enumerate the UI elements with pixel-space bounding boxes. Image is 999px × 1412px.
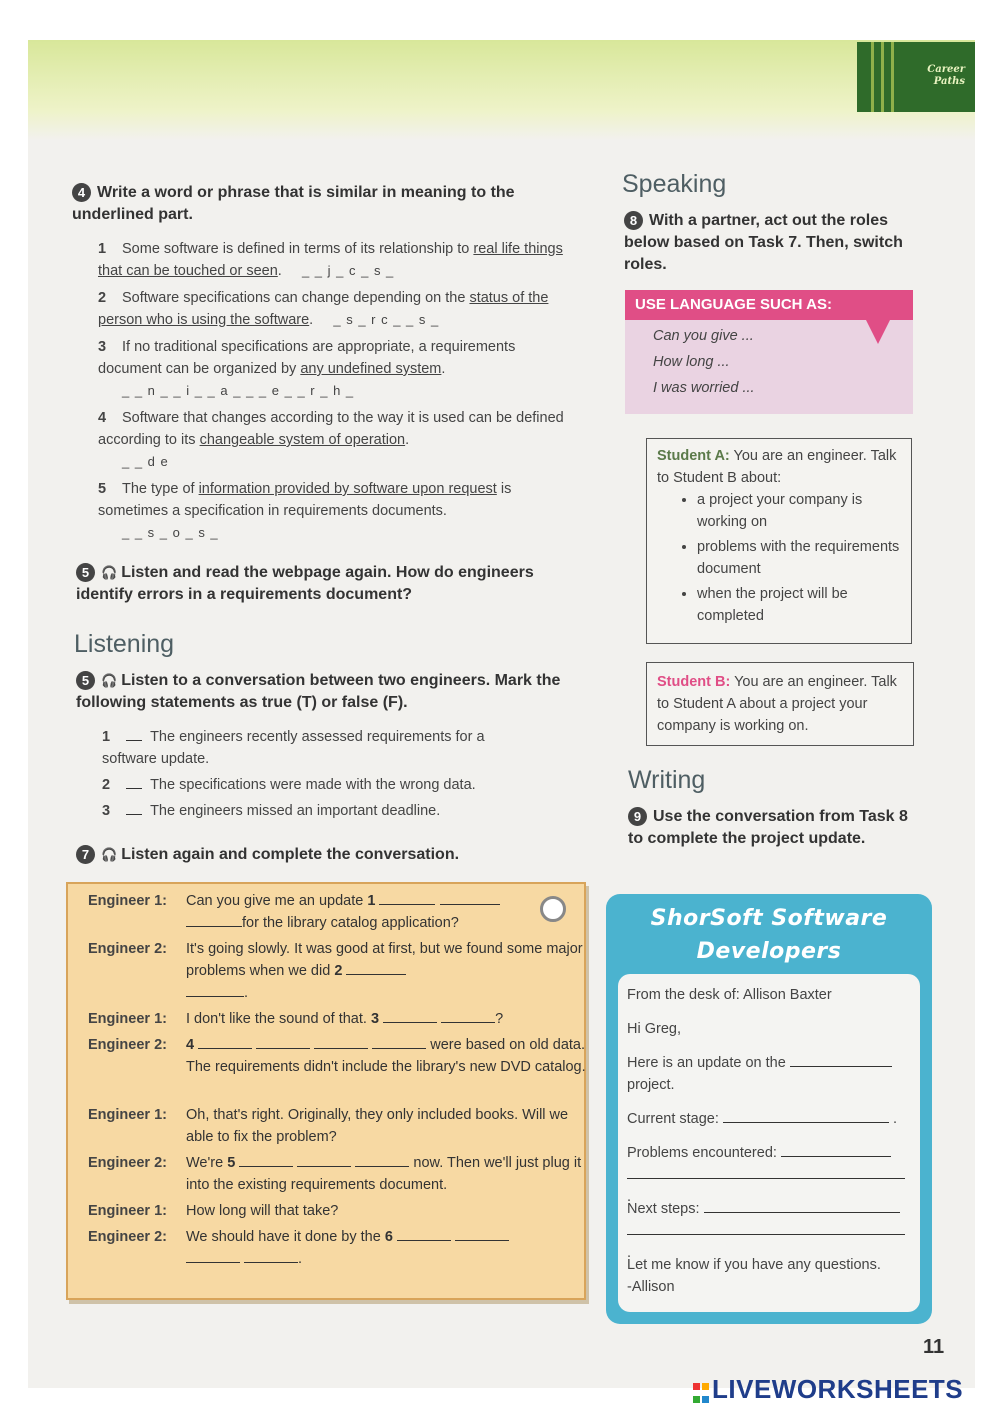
use-language-header: USE LANGUAGE SUCH AS:	[625, 290, 913, 320]
task7-instruction: 7 🎧 Listen again and complete the conversation.	[76, 844, 576, 866]
student-a-box: Student A: You are an engineer. Talk to Student B about: • a project your company is working on • problems with the requirements document • when the project will be completed	[646, 438, 912, 644]
tab-label-1: Career	[927, 64, 965, 75]
header-band	[28, 40, 975, 140]
list-item: 1 The engineers recently assessed requirements for a software update.	[102, 726, 542, 770]
memo-update: Here is an update on the project.	[627, 1052, 913, 1096]
list-item: 2 The specifications were made with the wrong data.	[102, 774, 542, 796]
task4-number: 4	[72, 183, 91, 202]
task8-instruction: 8 With a partner, act out the roles below based on Task 7. Then, switch roles.	[624, 212, 903, 273]
writing-heading: Writing	[628, 766, 706, 794]
speech-pointer	[866, 320, 890, 344]
list-item: 1 Some software is defined in terms of its relationship to real life things that can be touched or seen. _ _ j _ c _ s _	[98, 241, 563, 279]
phrase: Can you give ...	[653, 328, 754, 344]
career-paths-tab	[857, 42, 975, 112]
headphones-icon: 🎧	[101, 565, 118, 580]
hint-letters: _ _ j _ c _ s _	[301, 263, 395, 278]
task6-instruction: 5 🎧 Listen to a conversation between two engineers. Mark the following statements as true (T) or false (F).	[76, 672, 561, 711]
task4-instruction: 4 Write a word or phrase that is similar in meaning to the underlined part.	[72, 184, 515, 223]
list-item: 4 Software that changes according to the way it is used can be defined according to its changeable system of operation. _ _ d e	[98, 410, 564, 469]
headphones-icon: 🎧	[101, 673, 118, 688]
tf-list	[102, 726, 542, 822]
memo-from: From the desk of: Allison Baxter	[627, 987, 832, 1003]
list-item: 3 The engineers missed an important deadline.	[102, 800, 542, 822]
liveworksheets-logo: LIVEWORKSHEETS	[692, 1374, 963, 1405]
student-b-box: Student B: You are an engineer. Talk to Student A about a project your company is working on.	[646, 662, 914, 746]
speaking-heading: Speaking	[622, 170, 727, 198]
task4-list	[98, 238, 578, 544]
memo-title-1: ShorSoft Software	[650, 906, 888, 931]
headphones-icon: 🎧	[101, 847, 118, 862]
list-item: 3 If no traditional specifications are appropriate, a requirements document can be organized by any undefined system. _ _ n _ _ i _ _ a _ _ _ e _ _ r _ h _	[98, 339, 516, 398]
hint-letters: _ s _ r c _ _ s _	[333, 312, 440, 327]
memo-closing: Let me know if you have any questions. -Allison	[627, 1257, 881, 1295]
use-language-box	[625, 290, 913, 414]
list-item: 2 Software specifications can change depending on the status of the person who is using the software. _ s _ r c _ _ s _	[98, 290, 549, 328]
memo-paper	[618, 974, 920, 1312]
hint-letters: _ _ s _ o _ s _	[122, 525, 219, 540]
hint-letters: _ _ n _ _ i _ _ a _ _ _ e _ _ r _ h _	[122, 383, 355, 398]
listening-heading: Listening	[74, 630, 175, 658]
student-b-label: Student B:	[657, 674, 731, 690]
memo-greeting: Hi Greg,	[627, 1021, 681, 1037]
memo-current-stage: Current stage: .	[627, 1108, 913, 1130]
student-a-label: Student A:	[657, 448, 730, 464]
phrase: How long ...	[653, 354, 730, 370]
conversation-box: Engineer 1: Can you give me an update 1 for the library catalog application? Engineer 2: It's going slowly. It was good at first, but we found some major problems when we did 2 . Engineer 1: I don't like the sound of that. 3 ? Engineer 2: 4 were based on old data. The requirements didn't include the library's new DVD catalog. Engineer 1: Oh, that's right. Originally, they only included books. Will we able to fix the problem? Engineer 2: We're 5 now. Then we'll just plug it into the existing requirements document. Engineer 1: How long will that take? Engineer 2: We should have it done by the 6 .	[66, 882, 586, 1300]
list-item: • problems with the requirements document	[697, 536, 911, 580]
task9-instruction: 9 Use the conversation from Task 8 to complete the project update.	[628, 808, 908, 847]
list-item: • a project your company is working on	[697, 489, 911, 533]
logo-squares-icon	[692, 1378, 712, 1404]
page-number: 11	[923, 1336, 945, 1358]
memo-problems: Problems encountered: .	[627, 1142, 913, 1208]
phrase: I was worried ...	[653, 380, 755, 396]
list-item: 5 The type of information provided by software upon request is sometimes a specification in requirements documents. _ _ s _ o _ s _	[98, 481, 512, 540]
memo-next-steps: Next steps: .	[627, 1198, 913, 1264]
tab-label-2: Paths	[933, 76, 965, 87]
worksheet-page	[28, 40, 975, 1388]
hint-letters: _ _ d e	[122, 454, 169, 469]
memo-card	[606, 894, 932, 1324]
task5-instruction: 5 🎧 Listen and read the webpage again. How do engineers identify errors in a requirements document?	[76, 564, 534, 603]
list-item: • when the project will be completed	[697, 583, 911, 627]
memo-title-2: Developers	[696, 939, 842, 964]
